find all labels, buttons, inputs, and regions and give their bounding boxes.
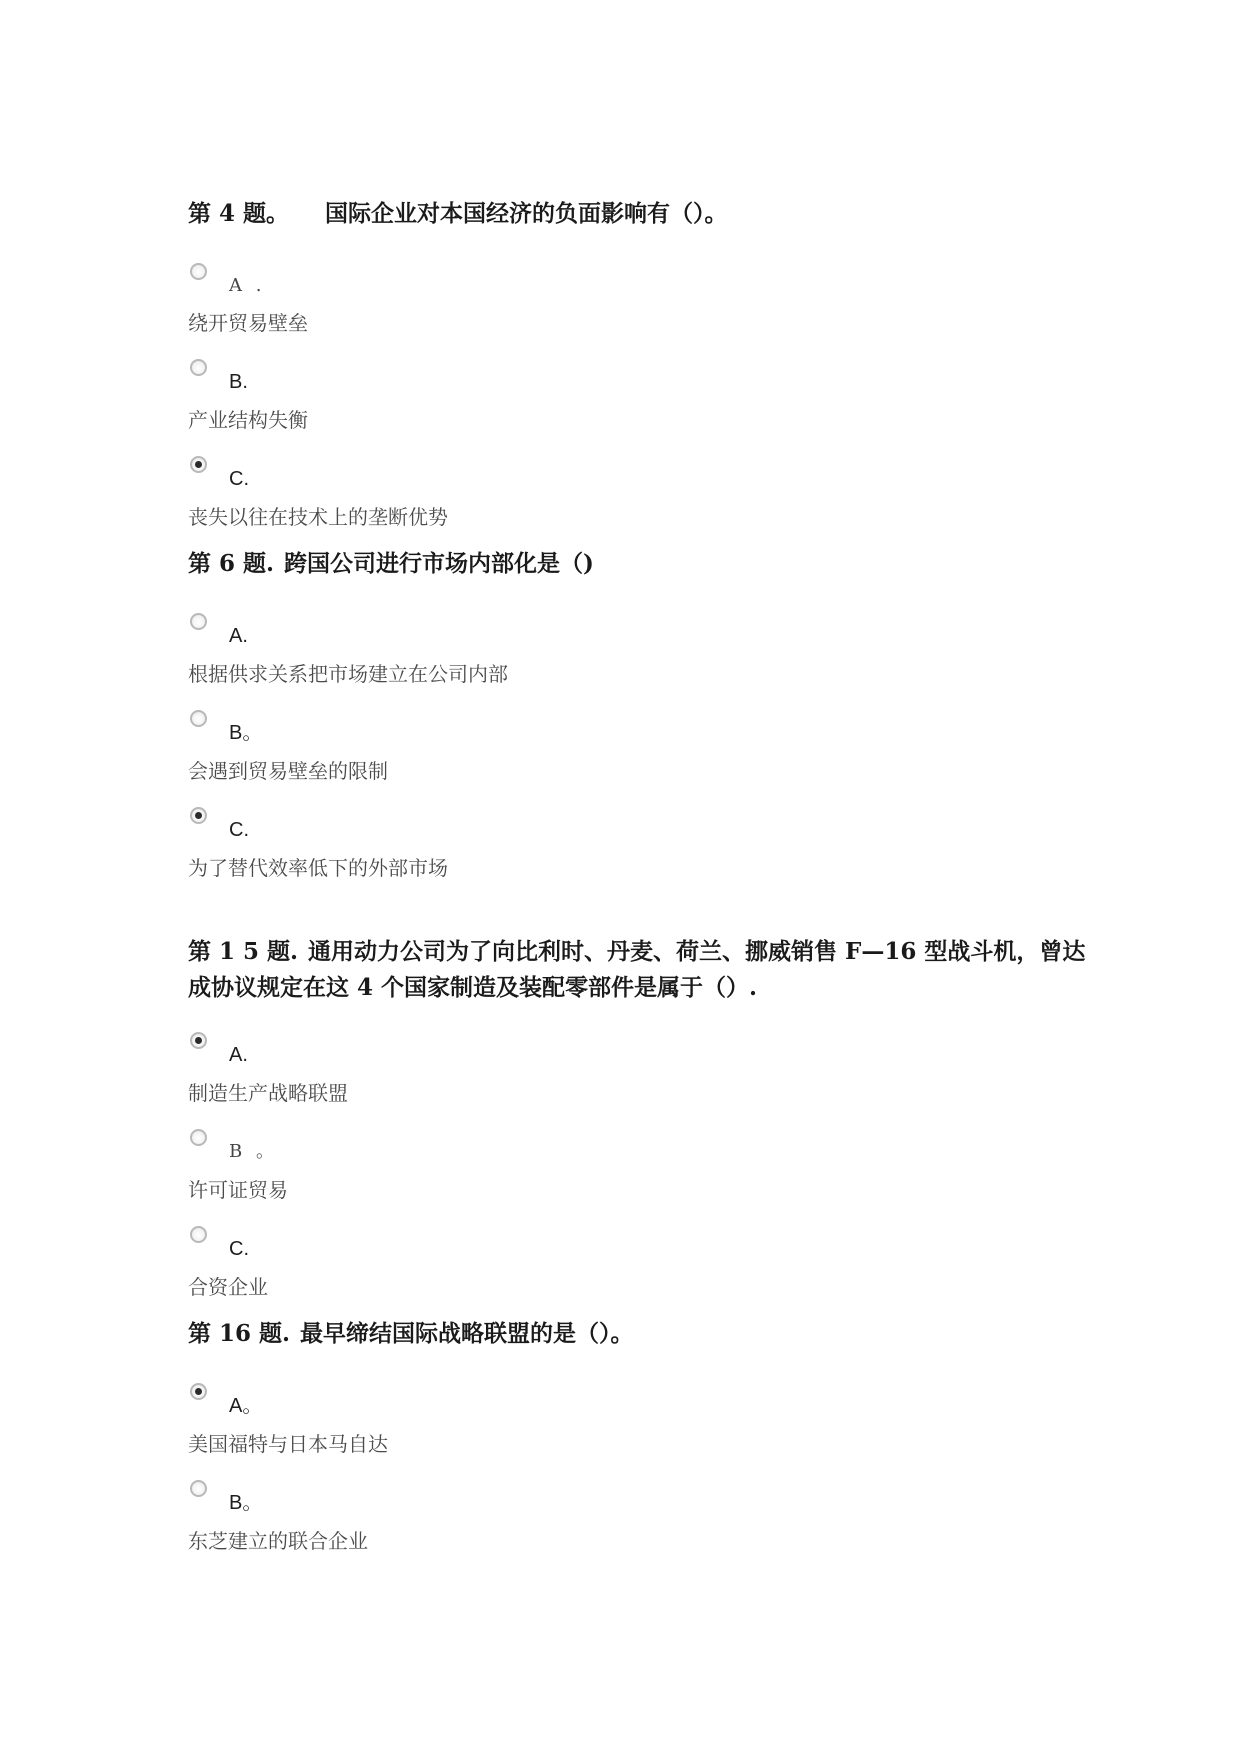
radio-q4-b[interactable] xyxy=(190,359,207,376)
radio-q16-a[interactable] xyxy=(190,1383,207,1400)
radio-q6-a[interactable] xyxy=(190,613,207,630)
question-6-title xyxy=(188,546,594,582)
option-text: 合资企业 xyxy=(188,1275,268,1299)
option-letter: B。 xyxy=(229,722,263,744)
option-text: 制造生产战略联盟 xyxy=(188,1081,348,1105)
question-4-title xyxy=(188,196,728,232)
option-letter: C. xyxy=(229,468,249,490)
radio-q4-c[interactable] xyxy=(190,456,207,473)
radio-q16-b[interactable] xyxy=(190,1480,207,1497)
option-text: 会遇到贸易壁垒的限制 xyxy=(188,759,388,783)
option-text: 许可证贸易 xyxy=(188,1178,288,1202)
radio-q6-b[interactable] xyxy=(190,710,207,727)
question-15-title xyxy=(188,934,1088,1006)
radio-q6-c[interactable] xyxy=(190,807,207,824)
option-text: 为了替代效率低下的外部市场 xyxy=(188,856,448,880)
question-number: 第 1 5 题. xyxy=(188,938,299,965)
question-number: 第 16 题. xyxy=(188,1320,291,1347)
option-letter: B。 xyxy=(229,1492,263,1514)
option-text: 绕开贸易壁垒 xyxy=(188,311,308,335)
option-letter: A。 xyxy=(229,1395,263,1417)
option-text: 美国福特与日本马自达 xyxy=(188,1432,388,1456)
radio-q4-a[interactable] xyxy=(190,263,207,280)
option-letter: A. xyxy=(229,1044,248,1066)
option-text: 丧失以往在技术上的垄断优势 xyxy=(188,505,448,529)
radio-q15-c[interactable] xyxy=(190,1226,207,1243)
question-number: 第 6 题. xyxy=(188,550,275,577)
option-letter: B 。 xyxy=(229,1141,278,1162)
option-text: 根据供求关系把市场建立在公司内部 xyxy=(188,662,508,686)
option-text: 产业结构失衡 xyxy=(188,408,308,432)
radio-q15-a[interactable] xyxy=(190,1032,207,1049)
option-letter: C. xyxy=(229,1238,249,1260)
option-letter: A . xyxy=(229,275,266,296)
option-letter: C. xyxy=(229,819,249,841)
option-letter: B. xyxy=(229,371,248,393)
option-text: 东芝建立的联合企业 xyxy=(188,1529,368,1553)
question-text: 通用动力公司为了向比利时、丹麦、荷兰、挪威销售 F—16 型战斗机，曾达成协议规定在这 4 个国家制造及装配零部件是属于（）. xyxy=(188,938,1086,1001)
question-text: 跨国公司进行市场内部化是（) xyxy=(284,550,594,577)
question-number: 第 4 题。 xyxy=(188,200,290,227)
question-16-title xyxy=(188,1316,634,1352)
option-letter: A. xyxy=(229,625,248,647)
question-text: 最早缔结国际战略联盟的是（）。 xyxy=(300,1320,634,1347)
radio-q15-b[interactable] xyxy=(190,1129,207,1146)
question-text: 国际企业对本国经济的负面影响有（）。 xyxy=(325,200,728,227)
